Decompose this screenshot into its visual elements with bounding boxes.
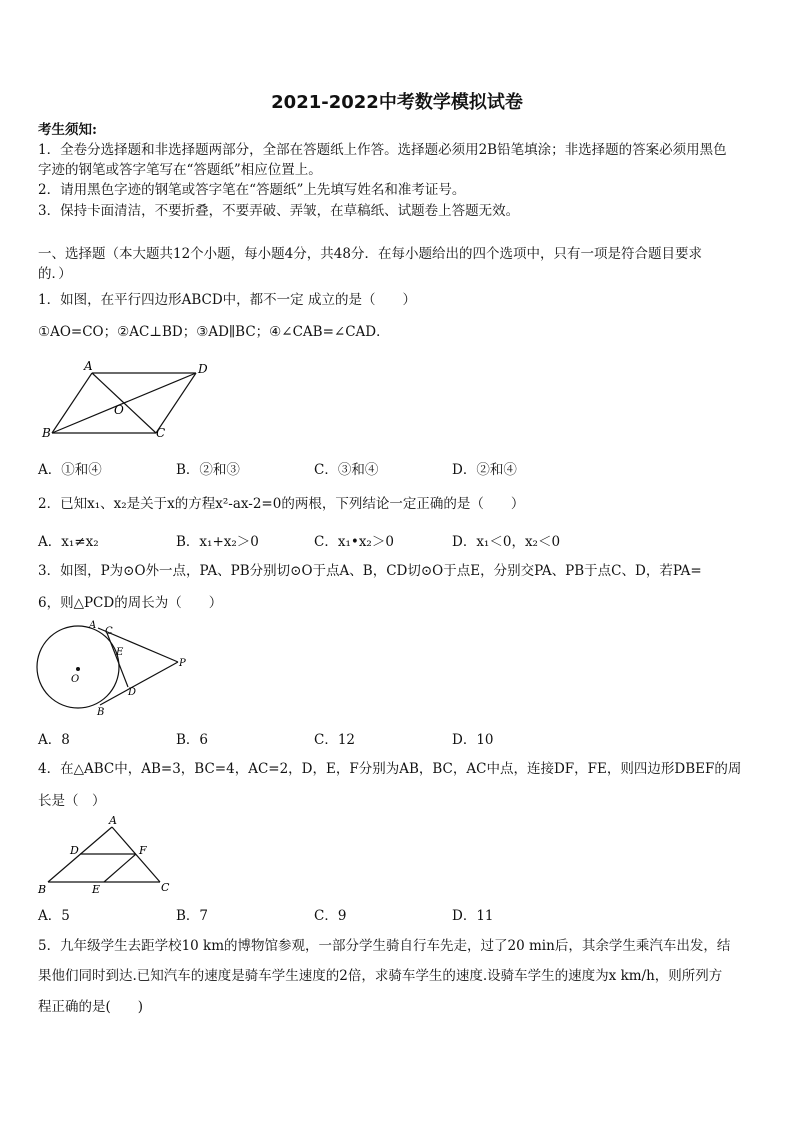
q1-label-d: D [198,362,208,376]
q3-label-b: B [97,707,105,718]
q4-stem-cont: 长是（ ） [38,793,106,809]
notice-item-1-cont: 字迹的钢笔或答字笔写在“答题纸”相应位置上。 [38,162,322,178]
section-heading-cont: 的．） [38,266,72,282]
q3-label-e: E [116,647,124,658]
q3-option-a[interactable]: A．8 [38,732,70,748]
q4-label-f: F [139,844,147,857]
q4-label-b: B [38,883,47,896]
q3-label-p: P [179,658,186,669]
q1-stem: 1．如图，在平行四边形ABCD中，都不一定 成立的是（ ） [38,292,416,308]
q2-option-d[interactable]: D．x₁＜0，x₂＜0 [452,534,561,550]
q1-label-o: O [114,403,124,417]
section-heading: 一、选择题（本大题共12个小题，每小题4分，共48分．在每小题给出的四个选项中，只有一项是符合题目要求 [38,246,702,262]
q1-option-d[interactable]: D．②和④ [452,462,517,478]
q1-option-b[interactable]: B．②和③ [176,462,240,478]
q1-option-c[interactable]: C．③和④ [314,462,379,478]
q1-label-a: A [84,359,93,373]
q5-stem-cont-2: 程正确的是( ) [38,999,144,1015]
notice-item-1: 1．全卷分选择题和非选择题两部分，全部在答题纸上作答。选择题必须用2B铅笔填涂；非选择题的答案必须用黑色 [38,142,727,158]
q4-option-b[interactable]: B．7 [176,908,209,924]
q1-parallelogram-figure [38,356,218,442]
q2-option-b[interactable]: B．x₁+x₂＞0 [176,534,259,550]
page-title: 2021-2022中考数学模拟试卷 [271,92,523,113]
q1-options [0,458,794,478]
q3-options [0,728,794,748]
q3-option-c[interactable]: C．12 [314,732,356,748]
q3-option-d[interactable]: D．10 [452,732,494,748]
q4-label-d: D [70,844,79,857]
notice-item-3: 3．保持卡面清洁，不要折叠，不要弄破、弄皱，在草稿纸、试题卷上答题无效。 [38,203,520,219]
q1-conditions: ①AO=CO；②AC⊥BD；③AD∥BC；④∠CAB=∠CAD． [38,324,390,340]
q4-option-d[interactable]: D．11 [452,908,494,924]
q4-stem: 4．在△ABC中，AB=3，BC=4，AC=2，D，E，F分别为AB，BC，AC中点，连接DF，FE，则四边形DBEF的周 [38,761,742,777]
q4-option-a[interactable]: A．5 [38,908,70,924]
q1-label-b: B [42,426,51,440]
q4-label-c: C [161,881,170,894]
q4-triangle-figure [34,812,184,898]
q4-options [0,904,794,924]
q5-stem: 5．九年级学生去距学校10 km的博物馆参观，一部分学生骑自行车先走，过了20 min后，其余学生乘汽车出发，结 [38,938,731,954]
q2-options [0,530,794,550]
q2-option-c[interactable]: C．x₁•x₂＞0 [314,534,394,550]
notice-item-2: 2．请用黑色字迹的钢笔或答字笔在“答题纸”上先填写姓名和准考证号。 [38,182,466,198]
q5-stem-cont-1: 果他们同时到达.已知汽车的速度是骑车学生速度的2倍，求骑车学生的速度.设骑车学生的速度为x km/h，则所列方 [38,968,723,984]
q3-stem: 3．如图，P为⊙O外一点，PA、PB分别切⊙O于点A、B，CD切⊙O于点E，分别交PA、PB于点C、D，若PA= [38,563,702,579]
q3-label-a: A [89,620,97,631]
notice-heading: 考生须知: [38,122,97,138]
q4-label-e: E [92,883,101,896]
q3-tangent-circle-figure [34,615,194,720]
q3-label-o: O [71,674,80,685]
q1-option-a[interactable]: A．①和④ [38,462,102,478]
q4-option-c[interactable]: C．9 [314,908,347,924]
q3-stem-cont: 6，则△PCD的周长为（ ） [38,595,223,611]
q3-option-b[interactable]: B．6 [176,732,209,748]
q2-stem: 2．已知x₁、x₂是关于x的方程x²-ax-2=0的两根，下列结论一定正确的是（ ） [38,496,525,512]
q3-label-c: C [105,626,113,637]
q1-label-c: C [156,426,166,440]
q2-option-a[interactable]: A．x₁≠x₂ [38,534,99,550]
q3-label-d: D [128,687,137,698]
q4-label-a: A [109,814,117,827]
